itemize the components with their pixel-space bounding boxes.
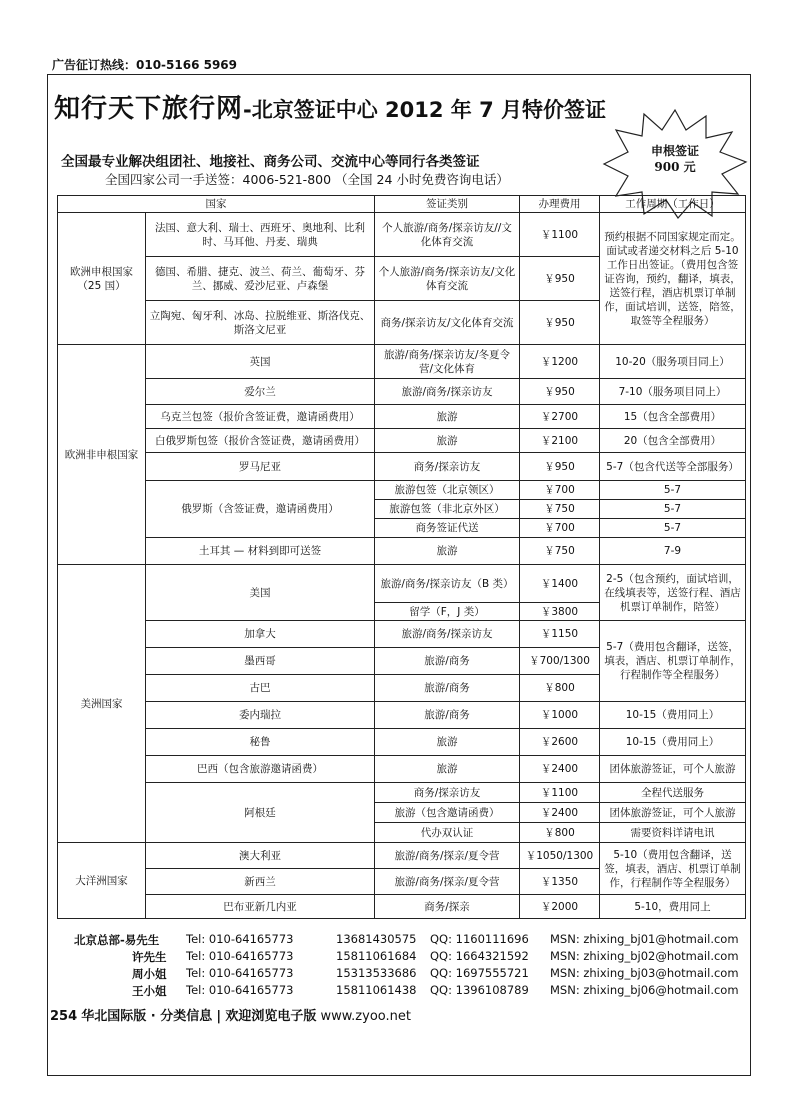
period-cell: 2-5（包含预约，面试培训，在线填表等，送签行程、酒店机票订单制作，陪签） [600, 565, 746, 621]
contact-name: 北京总部-易先生 [74, 933, 160, 947]
country-cell: 土耳其 — 材料到即可送签 [146, 538, 375, 565]
fee-cell: ￥2100 [520, 429, 600, 453]
region-americas: 美洲国家 [58, 565, 146, 843]
visa-type-cell: 旅游 [375, 729, 520, 756]
period-cell: 5-10，费用同上 [600, 895, 746, 919]
country-cell: 巴西（包含旅游邀请函费） [146, 756, 375, 783]
country-cell: 秘鲁 [146, 729, 375, 756]
period-cell: 团体旅游签证，可个人旅游 [600, 803, 746, 823]
visa-type-cell: 旅游/商务 [375, 702, 520, 729]
country-cell: 澳大利亚 [146, 843, 375, 869]
ad-hotline: 广告征订热线：010-5166 5969 [52, 58, 238, 72]
visa-type-cell: 旅游/商务 [375, 648, 520, 675]
table-row [58, 783, 746, 803]
visa-type-cell: 旅游/商务/探亲/夏令营 [375, 869, 520, 895]
page-footer [50, 1005, 411, 1024]
country-cell: 德国、希腊、捷克、波兰、荷兰、葡萄牙、芬兰、挪威、爱沙尼亚、卢森堡 [146, 257, 375, 301]
country-cell: 巴布亚新几内亚 [146, 895, 375, 919]
table-row [58, 345, 746, 379]
visa-type-cell: 旅游/商务/探亲访友 [375, 621, 520, 648]
table-row [58, 405, 746, 429]
visa-type-cell: 商务签证代送 [375, 519, 520, 538]
region-europe-schengen: 欧洲申根国家（25 国） [58, 213, 146, 345]
visa-type-cell: 旅游（包含邀请函费） [375, 803, 520, 823]
period-cell: 5-7（包含代送等全部服务） [600, 453, 746, 481]
country-cell: 委内瑞拉 [146, 702, 375, 729]
table-row [58, 756, 746, 783]
visa-type-cell: 旅游包签（非北京外区） [375, 500, 520, 519]
country-cell: 阿根廷 [146, 783, 375, 843]
table-header-row [58, 196, 746, 213]
fee-cell: ￥800 [520, 675, 600, 702]
fee-cell: ￥2400 [520, 803, 600, 823]
page-number: 254 [50, 1009, 78, 1024]
fee-cell: ￥1050/1300 [520, 843, 600, 869]
footer-separator: | [216, 1009, 222, 1024]
country-cell: 美国 [146, 565, 375, 621]
visa-price-table [57, 195, 746, 919]
visa-type-cell: 代办双认证 [375, 823, 520, 843]
fee-cell: ￥1000 [520, 702, 600, 729]
contact-mobile: 15811061684 [336, 949, 417, 963]
period-cell: 5-7 [600, 519, 746, 538]
header-country: 国家 [58, 196, 375, 213]
brand-name: 知行天下旅行网 [54, 94, 244, 124]
fee-cell: ￥950 [520, 379, 600, 405]
fee-cell: ￥1400 [520, 565, 600, 603]
country-cell: 俄罗斯（含签证费，邀请函费用） [146, 481, 375, 538]
page-title [54, 88, 606, 125]
table-row [58, 379, 746, 405]
table-row [58, 453, 746, 481]
period-cell: 预约根据不同国家规定而定。面试或者递交材料之后 5-10 工作日出签证。（费用包含签证咨询，预约，翻译，填表，送签行程，酒店机票订单制作，面试培训，送签，陪签，取签等全程服务） [600, 213, 746, 345]
country-cell: 古巴 [146, 675, 375, 702]
visa-type-cell: 留学（F，J 类） [375, 603, 520, 621]
period-cell: 5-10（费用包含翻译，送签，填表，酒店、机票订单制作，行程制作等全程服务） [600, 843, 746, 895]
contact-msn: MSN: zhixing_bj01@hotmail.com [550, 932, 739, 946]
period-cell: 7-9 [600, 538, 746, 565]
period-cell: 5-7（费用包含翻译，送签，填表，酒店、机票订单制作，行程制作等全程服务） [600, 621, 746, 702]
visa-type-cell: 旅游 [375, 429, 520, 453]
footer-slogan: 欢迎浏览电子版 [225, 1009, 317, 1024]
visa-type-cell: 商务/探亲访友 [375, 783, 520, 803]
fee-cell: ￥3800 [520, 603, 600, 621]
badge-label: 申根签证 [650, 144, 699, 158]
country-cell: 立陶宛、匈牙利、冰岛、拉脱维亚、斯洛伐克、斯洛文尼亚 [146, 301, 375, 345]
table-row [58, 481, 746, 500]
table-row [58, 621, 746, 648]
title-subheading: -北京签证中心 2012 年 7 月特价签证 [243, 98, 607, 122]
fee-cell: ￥700 [520, 519, 600, 538]
table-row [58, 843, 746, 869]
fee-cell: ￥1100 [520, 783, 600, 803]
fee-cell: ￥950 [520, 257, 600, 301]
period-cell: 5-7 [600, 500, 746, 519]
period-cell: 20（包含全部费用） [600, 429, 746, 453]
visa-type-cell: 个人旅游/商务/探亲访友//文化体育交流 [375, 213, 520, 257]
contact-mobile: 15811061438 [336, 983, 417, 997]
period-cell: 5-7 [600, 481, 746, 500]
fee-cell: ￥800 [520, 823, 600, 843]
visa-type-cell: 旅游 [375, 405, 520, 429]
fee-cell: ￥1150 [520, 621, 600, 648]
contact-qq: QQ: 1396108789 [430, 983, 529, 997]
contact-msn: MSN: zhixing_bj06@hotmail.com [550, 983, 739, 997]
fee-cell: ￥2400 [520, 756, 600, 783]
contact-name: 周小姐 [132, 967, 167, 981]
visa-type-cell: 旅游 [375, 538, 520, 565]
contact-mobile: 13681430575 [336, 932, 417, 946]
visa-type-cell: 商务/探亲 [375, 895, 520, 919]
table-row [58, 429, 746, 453]
country-cell: 新西兰 [146, 869, 375, 895]
header-fee: 办理费用 [520, 196, 600, 213]
fee-cell: ￥1100 [520, 213, 600, 257]
header-period: 工作周期（工作日） [600, 196, 746, 213]
contact-tel: Tel: 010-64165773 [186, 949, 294, 963]
table-row [58, 895, 746, 919]
contact-tel: Tel: 010-64165773 [186, 983, 294, 997]
country-cell: 法国、意大利、瑞士、西班牙、奥地利、比利时、马耳他、丹麦、瑞典 [146, 213, 375, 257]
region-oceania: 大洋洲国家 [58, 843, 146, 919]
contact-tel: Tel: 010-64165773 [186, 932, 294, 946]
visa-type-cell: 旅游/商务/探亲访友/冬夏令营/文化体育 [375, 345, 520, 379]
country-cell: 白俄罗斯包签（报价含签证费，邀请函费用） [146, 429, 375, 453]
service-hotline: 全国四家公司一手送签：4006-521-800 （全国 24 小时免费咨询电话） [105, 172, 509, 187]
visa-type-cell: 旅游/商务/探亲访友 [375, 379, 520, 405]
visa-type-cell: 旅游包签（北京领区） [375, 481, 520, 500]
contact-tel: Tel: 010-64165773 [186, 966, 294, 980]
country-cell: 爱尔兰 [146, 379, 375, 405]
header-visa-type: 签证类别 [375, 196, 520, 213]
fee-cell: ￥2000 [520, 895, 600, 919]
table-row [58, 702, 746, 729]
country-cell: 加拿大 [146, 621, 375, 648]
contact-name: 王小姐 [132, 984, 167, 998]
fee-cell: ￥1350 [520, 869, 600, 895]
period-cell: 团体旅游签证，可个人旅游 [600, 756, 746, 783]
period-cell: 15（包含全部费用） [600, 405, 746, 429]
fee-cell: ￥700 [520, 481, 600, 500]
visa-type-cell: 旅游/商务/探亲访友（B 类） [375, 565, 520, 603]
visa-type-cell: 个人旅游/商务/探亲访友/文化体育交流 [375, 257, 520, 301]
period-cell: 7-10（服务项目同上） [600, 379, 746, 405]
visa-type-cell: 旅游/商务 [375, 675, 520, 702]
table-row [58, 729, 746, 756]
contact-msn: MSN: zhixing_bj03@hotmail.com [550, 966, 739, 980]
country-cell: 罗马尼亚 [146, 453, 375, 481]
period-cell: 需要资料详请电讯 [600, 823, 746, 843]
publication-name: 华北国际版 · 分类信息 [81, 1009, 213, 1024]
fee-cell: ￥700/1300 [520, 648, 600, 675]
region-europe-non-schengen: 欧洲非申根国家 [58, 345, 146, 565]
fee-cell: ￥950 [520, 453, 600, 481]
website-link[interactable]: www.zyoo.net [320, 1009, 411, 1024]
table-row [58, 565, 746, 603]
price-badge [600, 143, 750, 175]
visa-type-cell: 旅游/商务/探亲/夏令营 [375, 843, 520, 869]
visa-type-cell: 旅游 [375, 756, 520, 783]
contact-name: 许先生 [132, 950, 167, 964]
period-cell: 10-15（费用同上） [600, 729, 746, 756]
contact-qq: QQ: 1160111696 [430, 932, 529, 946]
contact-qq: QQ: 1664321592 [430, 949, 529, 963]
fee-cell: ￥1200 [520, 345, 600, 379]
fee-cell: ￥750 [520, 500, 600, 519]
fee-cell: ￥750 [520, 538, 600, 565]
period-cell: 全程代送服务 [600, 783, 746, 803]
contact-mobile: 15313533686 [336, 966, 417, 980]
visa-type-cell: 商务/探亲访友/文化体育交流 [375, 301, 520, 345]
fee-cell: ￥2700 [520, 405, 600, 429]
tagline: 全国最专业解决组团社、地接社、商务公司、交流中心等同行各类签证 [61, 154, 480, 170]
country-cell: 墨西哥 [146, 648, 375, 675]
country-cell: 英国 [146, 345, 375, 379]
contact-msn: MSN: zhixing_bj02@hotmail.com [550, 949, 739, 963]
period-cell: 10-20（服务项目同上） [600, 345, 746, 379]
visa-type-cell: 商务/探亲访友 [375, 453, 520, 481]
badge-price: 900 元 [654, 160, 696, 174]
table-row [58, 213, 746, 257]
fee-cell: ￥950 [520, 301, 600, 345]
country-cell: 乌克兰包签（报价含签证费，邀请函费用） [146, 405, 375, 429]
contact-qq: QQ: 1697555721 [430, 966, 529, 980]
table-row [58, 538, 746, 565]
fee-cell: ￥2600 [520, 729, 600, 756]
period-cell: 10-15（费用同上） [600, 702, 746, 729]
